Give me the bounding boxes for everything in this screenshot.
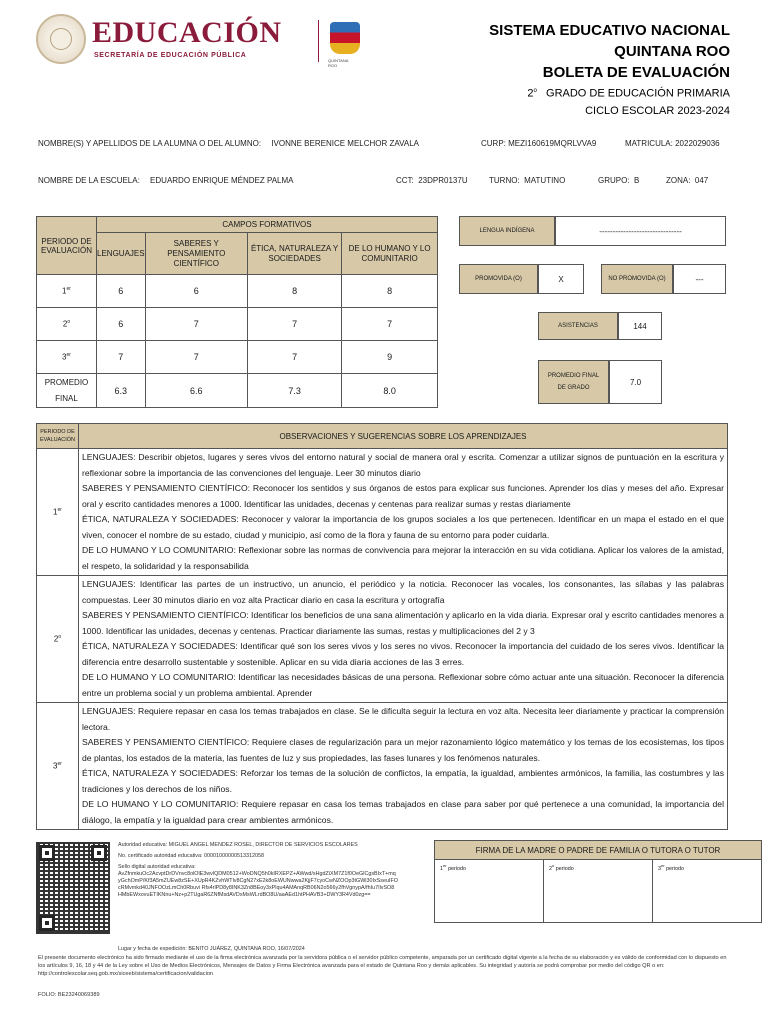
- curp-row: CURP: MEZI160619MQRLVVA9: [481, 139, 597, 148]
- certificate-info: [118, 842, 398, 903]
- grupo-value: B: [634, 176, 640, 185]
- grade-cell: 8: [247, 275, 341, 308]
- obs-period-cell: 1er: [37, 449, 79, 576]
- observations-table: [36, 423, 728, 830]
- obs-header: OBSERVACIONES Y SUGERENCIAS SOBRE LOS APRENDIZAJES: [79, 424, 728, 449]
- cct-row: CCT: 23DPR0137U: [396, 176, 468, 185]
- matricula-value: 2022029036: [675, 139, 720, 148]
- obs-text-cell: [79, 703, 728, 830]
- obs-period-cell: 3er: [37, 703, 79, 830]
- grade-cell: 7: [97, 341, 146, 374]
- student-name-row: [38, 139, 419, 148]
- subject-header: DE LO HUMANO Y LO COMUNITARIO: [342, 233, 438, 275]
- turno-row: TURNO: MATUTINO: [489, 176, 566, 185]
- zona-value: 047: [694, 176, 709, 185]
- signature-cell[interactable]: 2$^o$ periodo: [544, 860, 653, 923]
- obs-row: [37, 703, 728, 830]
- document-header: [0, 0, 768, 130]
- obs-text-cell: [79, 576, 728, 703]
- certificado-text: No. certificado autoridad educativa: 00001000000513312058: [118, 853, 264, 859]
- obs-paragraph: DE LO HUMANO Y LO COMUNITARIO: Requiere repasar en casa los temas trabajados en clase para saber por qué pertenece a una comunidad, la importancia del diálogo, la empatía y la igualdad para crear ambientes armónicos.: [82, 799, 724, 825]
- obs-period-header: PERIODO DE EVALUACIÓN: [37, 424, 79, 449]
- grade-cell: 9: [342, 341, 438, 374]
- obs-paragraph: SABERES Y PENSAMIENTO CIENTÍFICO: Reconocer los sentidos y sus órganos de estos para explicar sus funciones. Aprender los días y meses del año. Expresar oral y escrito cantidades menores a 1000. Identificar las unidades, decenas y centenas para realizar sumas y restas diariamente: [82, 483, 724, 509]
- subject-header: SABERES Y PENSAMIENTO CIENTÍFICO: [145, 233, 247, 275]
- matricula-row: MATRICULA: 2022029036: [625, 139, 720, 148]
- grade-cell: 6: [145, 275, 247, 308]
- title-system: SISTEMA EDUCATIVO NACIONAL: [489, 22, 730, 39]
- grade-line: 2$^o$ GRADO DE EDUCACIÓN PRIMARIA: [527, 87, 730, 100]
- title-state: QUINTANA ROO: [614, 43, 730, 60]
- school-cycle: CICLO ESCOLAR 2023-2024: [585, 104, 730, 117]
- campos-formativos-header: CAMPOS FORMATIVOS: [97, 217, 438, 233]
- curp-value: MEZI160619MQRLVVA9: [508, 139, 597, 148]
- logo-divider: [318, 20, 319, 62]
- obs-paragraph: DE LO HUMANO Y LO COMUNITARIO: Reflexionar sobre las normas de convivencia para mejorar la interacción en su vida cotidiana. Aplicar los valores de la amistad, el respeto, la solidaridad y la responsabilida: [82, 545, 724, 571]
- grade-cell: 8: [342, 275, 438, 308]
- sello-text: AvZfnmkuOc2AcvptDrDVnvc8olOlE3wvlQDM0512+WoDNQ5h0kIRXEPZ+AWwd/sHgdZiXM7Z1f0OeGlCgsBIxT+mqyGchOmP/Kf3A5mZUEw8zSE+XUpR4KZvhWTlv8CgN27xE2k8oEWUNwwa2KjjF7cyoCwNZOOp3tGWi30IxSseuIFOcRMvmkd40JNFOOzLmCh0Rbuvi Rfs4rlPD8y8INK3Zn8BEoy3xPlqu4AMAnqRB06N2o566y2fhVgnypA/fhIu7IlvSO8HMbEWxovuETIKNnu+Nz+p2TUgaR6ZNfMsdAVDxMsWLrdBO8U/aaAEd1htPHAVB3+DWY3R4Vd0zg==: [118, 871, 398, 898]
- grade-cell: 7: [145, 308, 247, 341]
- final-average-cell: 6.3: [97, 374, 146, 408]
- final-average-row: [37, 374, 438, 408]
- grade-cell: 7: [247, 308, 341, 341]
- lengua-indigena-label: LENGUA INDÍGENA: [459, 216, 555, 246]
- school-name: EDUARDO ENRIQUE MÉNDEZ PALMA: [150, 176, 294, 185]
- grade-cell: 7: [247, 341, 341, 374]
- logo-word: EDUCACIÓN: [92, 16, 282, 49]
- student-name-label: NOMBRE(S) Y APELLIDOS DE LA ALUMNA O DEL ALUMNO:: [38, 139, 262, 148]
- lengua-indigena-value: -------------------------------: [555, 216, 726, 246]
- sello-label: Sello digital autoridad educativa:: [118, 864, 196, 870]
- period-cell: 1er: [37, 275, 97, 308]
- signature-cell[interactable]: 3er periodo: [653, 860, 762, 923]
- promovida-value: X: [538, 264, 584, 294]
- grades-row: [37, 341, 438, 374]
- cct-value: 23DPR0137U: [418, 176, 468, 185]
- grade-cell: 7: [342, 308, 438, 341]
- grade-cell: 7: [145, 341, 247, 374]
- national-seal-icon: [36, 14, 86, 64]
- obs-text-cell: [79, 449, 728, 576]
- student-name: IVONNE BERENICE MELCHOR ZAVALA: [271, 139, 420, 148]
- obs-paragraph: LENGUAJES: Requiere repasar en casa los temas trabajados en clase. Se le dificulta seguir la lectura en voz alta. Necesita leer diariamente y practicar la comprensión lectora.: [82, 706, 724, 732]
- grade-cell: 6: [97, 308, 146, 341]
- autoridad-text: Autoridad educativa: MIGUEL ANGEL MENDEZ ROSEL, DIRECTOR DE SERVICIOS ESCOLARES: [118, 842, 358, 848]
- turno-value: MATUTINO: [524, 176, 566, 185]
- promovida-label: PROMOVIDA (O): [459, 264, 538, 294]
- grades-row: [37, 308, 438, 341]
- obs-period-cell: 2$^o$: [37, 576, 79, 703]
- quintana-roo-shield-icon: [330, 22, 360, 54]
- final-average-cell: 6.6: [145, 374, 247, 408]
- title-block: [489, 20, 730, 120]
- grades-period-header: PERIODO DE EVALUACIÓN: [37, 217, 97, 275]
- folio: FOLIO: BE23240069389: [38, 992, 100, 998]
- signature-cell[interactable]: 1er periodo: [435, 860, 544, 923]
- obs-paragraph: SABERES Y PENSAMIENTO CIENTÍFICO: Requiere clases de regularización para un mejor razonamiento lógico matemático y los temas de los ecosistemas, los tipos de plantas, los estados de la materia, las fuentes de luz y sus propiedades, las fases lunares y los fenómenos naturales.: [82, 737, 724, 763]
- promedio-final-label: PROMEDIO FINAL DE GRADO: [538, 360, 609, 404]
- subject-header: ÉTICA, NATURALEZA Y SOCIEDADES: [247, 233, 341, 275]
- period-cell: 3er: [37, 341, 97, 374]
- signature-table: [434, 840, 762, 923]
- zona-row: ZONA: 047: [666, 176, 709, 185]
- no-promovida-label: NO PROMOVIDA (O): [601, 264, 673, 294]
- qr-code-icon[interactable]: [36, 842, 110, 934]
- period-cell: 2$^o$: [37, 308, 97, 341]
- obs-row: [37, 449, 728, 576]
- grade-cell: 6: [97, 275, 146, 308]
- state-logo-label: QUINTANA ROO: [328, 58, 349, 68]
- signature-header: FIRMA DE LA MADRE O PADRE DE FAMILIA O TUTORA O TUTOR: [435, 841, 762, 860]
- no-promovida-value: ---: [673, 264, 726, 294]
- title-boleta: BOLETA DE EVALUACIÓN: [542, 64, 730, 81]
- grades-table: [36, 216, 438, 408]
- obs-paragraph: SABERES Y PENSAMIENTO CIENTÍFICO: Identificar los beneficios de una sana alimentación y aplicarlo en la vida diaria. Expresar oral y escrito cantidades menores a 1000. Identificar las unidades, decenas y centenas. Practicar diariamente las sumas, restas y multiplicaciones del 2 y 3: [82, 610, 724, 636]
- promedio-final-value: 7.0: [609, 360, 662, 404]
- obs-paragraph: LENGUAJES: Identificar las partes de un instructivo, un anuncio, el periódico y la noticia. Reconocer las vocales, los consonantes, las sílabas y las palabras compuestas. Leer 30 minutos diario en voz alta Practicar diario en casa la escritura y ortografía: [82, 579, 724, 605]
- school-name-row: NOMBRE DE LA ESCUELA: EDUARDO ENRIQUE MÉNDEZ PALMA: [38, 176, 294, 185]
- asistencias-label: ASISTENCIAS: [538, 312, 618, 340]
- place-date: Lugar y fecha de expedición: BENITO JUÁREZ, QUINTANA ROO, 16/07/2024: [118, 946, 305, 952]
- sep-logo: [36, 14, 349, 68]
- grades-row: [37, 275, 438, 308]
- subject-header: LENGUAJES: [97, 233, 146, 275]
- obs-paragraph: ÉTICA, NATURALEZA Y SOCIEDADES: Reforzar los temas de la solución de conflictos, la empatía, la igualdad, ambientes armónicos, la familia, las costumbres y las tradiciones y los derechos de los niños.: [82, 768, 724, 794]
- legal-notice: El presente documento electrónico ha sido firmado mediante el uso de la firma electrónica avanzada por la servidora pública o el servidor público competente, amparada por un certificado digital vigente a la fecha de su elaboración y es válido de conformidad con lo dispuesto en los artículos 9, 16, 18 y 44 de la Ley sobre el Uso de Medios Electrónicos, Mensajes de Datos y Firma Electrónica avanzada para el estado de Quintana Roo y demás aplicables. Su integridad y autoría se podrá comprobar por medio del código QR o en: http://controlescolar.seq.gob.mx/siceeb/sistema/certificacion/validacion: [38, 955, 727, 977]
- final-average-label: PROMEDIO FINAL: [37, 374, 97, 408]
- logo-subtitle: SECRETARÍA DE EDUCACIÓN PÚBLICA: [94, 52, 247, 59]
- final-average-cell: 8.0: [342, 374, 438, 408]
- obs-row: [37, 576, 728, 703]
- asistencias-value: 144: [618, 312, 662, 340]
- final-average-cell: 7.3: [247, 374, 341, 408]
- obs-paragraph: ÉTICA, NATURALEZA Y SOCIEDADES: Identificar qué son los seres vivos y los seres no vivos. Reconocer la importancia del cuidado de los seres vivos. Identificar la diferencia entre desarrollo sustentable y sostenible. Aplicar en su vida diaria acciones de las 3 erres.: [82, 641, 724, 667]
- grupo-row: GRUPO: B: [598, 176, 640, 185]
- obs-paragraph: DE LO HUMANO Y LO COMUNITARIO: Identificar las necesidades básicas de una persona. Reflexionar sobre cómo actuar ante una situación. Reconocer la diferencia entre un problema social y un problema ambiental. Aprender: [82, 672, 724, 698]
- obs-paragraph: LENGUAJES: Describir objetos, lugares y seres vivos del entorno natural y social de manera oral y escrita. Comenzar a utilizar signos de puntuación en la escritura y reflexionar sobre la importancia de las convenciones del lenguaje. Leer 30 minutos diario: [82, 452, 724, 478]
- obs-paragraph: ÉTICA, NATURALEZA Y SOCIEDADES: Reconocer y valorar la importancia de los grupos sociales a los que pertenecen. Identificar en un mapa el estado en el que viven, conocer el nombre de su estado, ciudad y municipio, así como de la flora y fauna de su entorno para poder cuidarla.: [82, 514, 724, 540]
